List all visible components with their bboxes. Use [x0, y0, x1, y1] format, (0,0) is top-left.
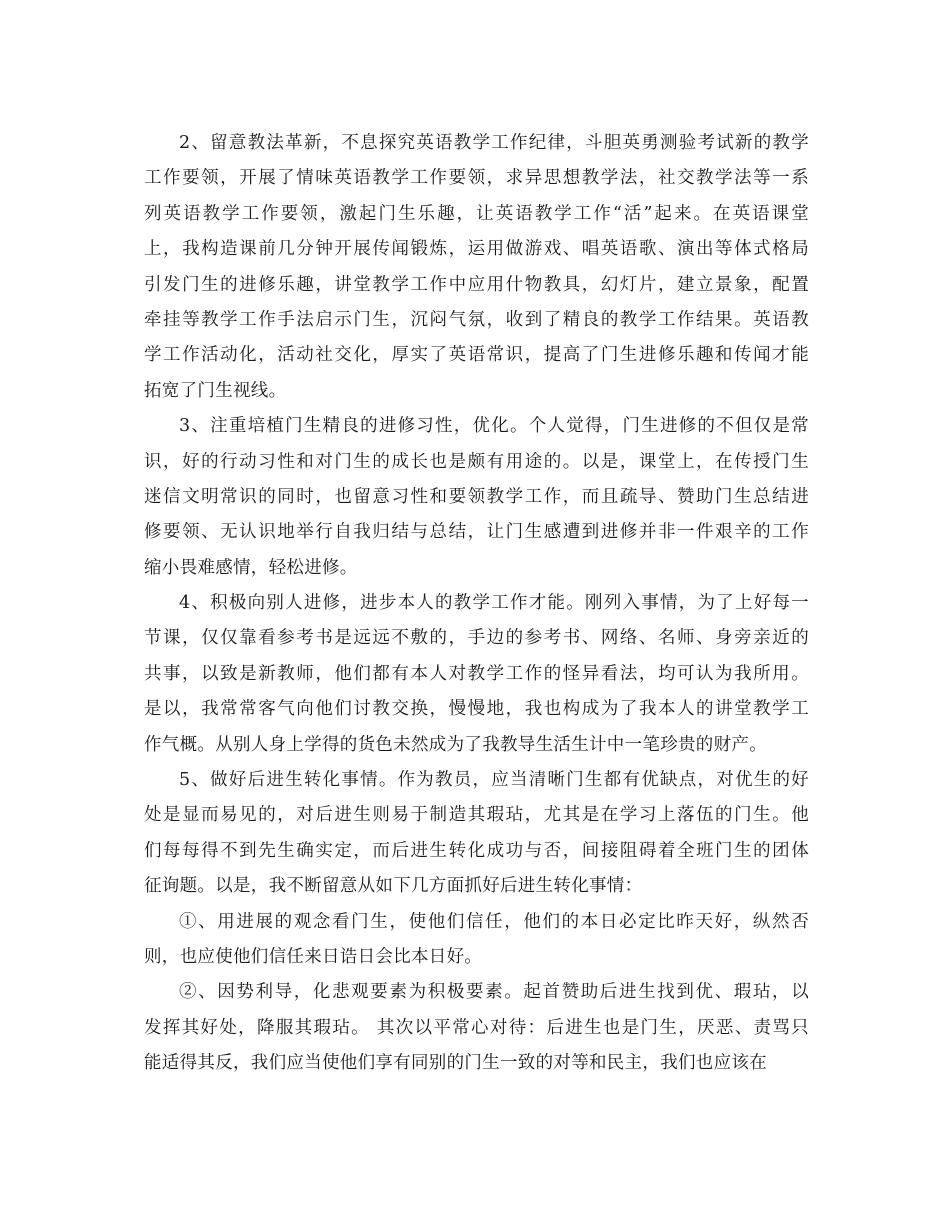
- paragraph-line: 是以，我常常客气向他们讨教交换，慢慢地，我也构成为了我本人的讲堂教学工: [144, 699, 809, 720]
- paragraph-line: 则，也应使他们信任来日诰日会比本日好。: [144, 946, 483, 967]
- paragraph-first-line: 5、做好后进生转化事情。作为教员，应当清晰门生都有优缺点，对优生的好: [179, 770, 809, 791]
- paragraph-line: 发挥其好处，降服其瑕玷。 其次以平常心对待：后进生也是门生，厌恶、责骂只: [144, 1017, 809, 1038]
- paragraph-line: 识，好的行动习性和对门生的成长也是颇有用途的。以是，课堂上，在传授门生: [144, 451, 809, 472]
- paragraph-line: 能适得其反，我们应当使他们享有同别的门生一致的对等和民主，我们也应该在: [144, 1053, 767, 1074]
- paragraph-line: 征询题。以是，我不断留意从如下几方面抓好后进生转化事情：: [144, 876, 643, 897]
- paragraph: [144, 409, 809, 586]
- paragraph-line: 上，我构造课前几分钟开展传闻锻炼，运用做游戏、唱英语歌、演出等体式格局: [144, 239, 809, 260]
- paragraph-line: 作气概。从别人身上学得的货色未然成为了我教导生活生计中一笔珍贵的财产。: [144, 734, 767, 755]
- paragraph: [144, 586, 809, 763]
- paragraph-first-line: 2、留意教法革新，不息探究英语教学工作纪律，斗胆英勇测验考试新的教学: [179, 133, 809, 153]
- paragraph-line: 迷信文明常识的同时，也留意习性和要领教学工作，而且疏导、赞助门生总结进: [144, 486, 809, 507]
- paragraph-line: 修要领、无认识地举行自我归结与总结，让门生感遭到进修并非一件艰辛的工作: [144, 522, 809, 543]
- paragraph: [144, 905, 809, 976]
- document-body: [144, 126, 809, 1082]
- paragraph-first-line: ②、因势利导，化悲观要素为积极要素。起首赞助后进生找到优、瑕玷，以: [179, 982, 809, 1003]
- paragraph-line: 处是显而易见的，对后进生则易于制造其瑕玷，尤其是在学习上落伍的门生。他: [144, 805, 809, 826]
- paragraph-line: 们每每得不到先生确实定，而后进生转化成功与否，间接阻碍着全班门生的团体: [144, 840, 809, 861]
- paragraph-line: 列英语教学工作要领，激起门生乐趣，让英语教学工作“活”起来。在英语课堂: [144, 203, 809, 224]
- paragraph-line: 工作要领，开展了情味英语教学工作要领，求异思想教学法，社交教学法等一系: [144, 168, 809, 189]
- paragraph: [144, 763, 809, 905]
- paragraph-line: 共事，以致是新教师，他们都有本人对教学工作的怪异看法，均可认为我所用。: [144, 663, 809, 684]
- paragraph-first-line: 3、注重培植门生精良的进修习性，优化。个人觉得，门生进修的不但仅是常: [179, 416, 809, 437]
- paragraph-line: 节课，仅仅靠看参考书是远远不敷的，手边的参考书、网络、名师、身旁亲近的: [144, 628, 809, 649]
- paragraph-first-line: ①、用进展的观念看门生，使他们信任，他们的本日必定比昨天好，纵然否: [179, 911, 809, 932]
- paragraph: [144, 126, 809, 409]
- paragraph: [144, 975, 809, 1081]
- paragraph-line: 缩小畏难感情，轻松进修。: [144, 557, 358, 578]
- paragraph-line: 拓宽了门生视线。: [144, 380, 287, 401]
- paragraph-line: 牵挂等教学工作手法启示门生，沉闷气氛，收到了精良的教学工作结果。英语教: [144, 309, 809, 330]
- paragraph-first-line: 4、积极向别人进修，进步本人的教学工作才能。刚列入事情，为了上好每一: [179, 593, 809, 614]
- paragraph-line: 学工作活动化，活动社交化，厚实了英语常识，提高了门生进修乐趣和传闻才能: [144, 345, 809, 366]
- paragraph-line: 引发门生的进修乐趣，讲堂教学工作中应用什物教具，幻灯片，建立景象，配置: [144, 274, 809, 295]
